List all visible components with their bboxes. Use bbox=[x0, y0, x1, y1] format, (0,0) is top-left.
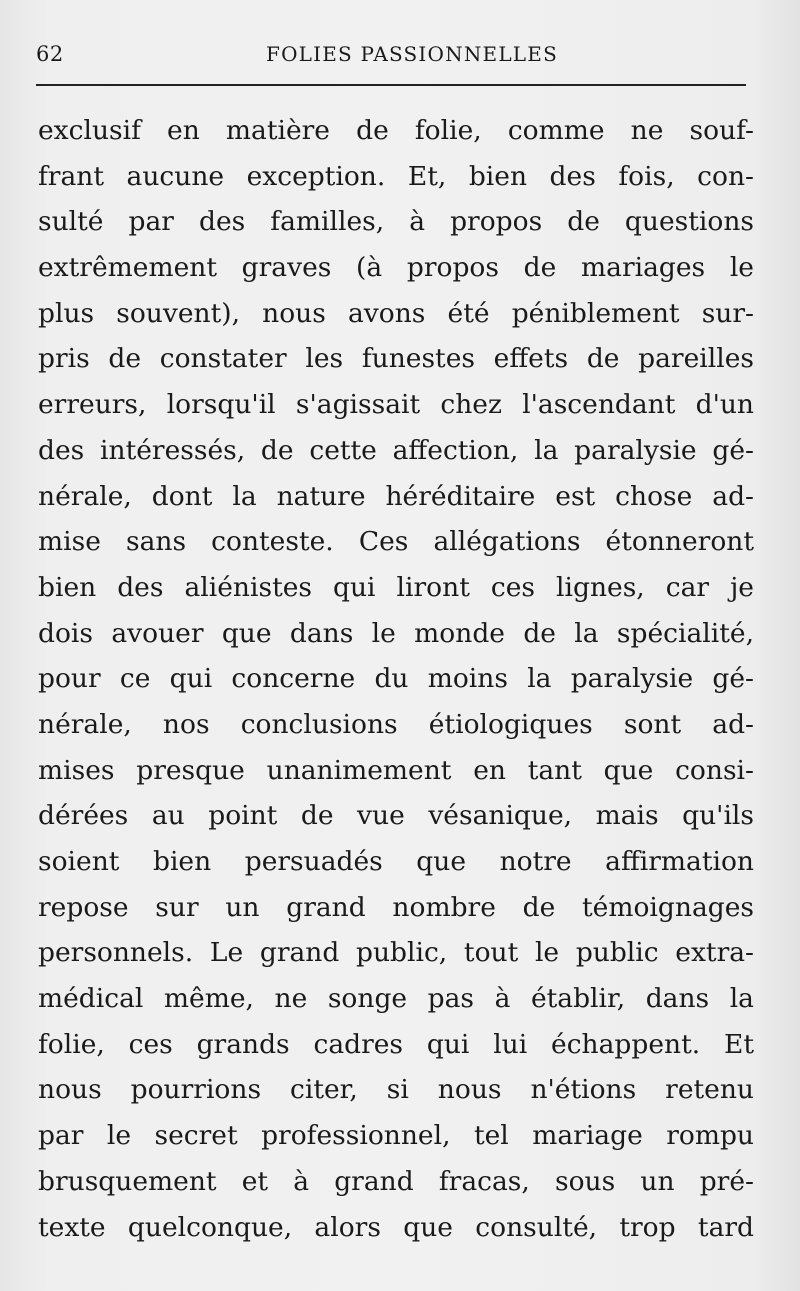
text-line: bien des aliénistes qui liront ces lignes, car je bbox=[38, 571, 754, 603]
text-line: mises presque unanimement en tant que consi- bbox=[38, 754, 754, 786]
text-line: texte quelconque, alors que consulté, trop tard bbox=[38, 1211, 754, 1243]
text-line: soient bien persuadés que notre affirmation bbox=[38, 846, 754, 877]
text-line: nérale, nos conclusions étiologiques sont ad- bbox=[38, 708, 754, 740]
text-line: repose sur un grand nombre de témoignages bbox=[38, 891, 754, 923]
text-line: pris de constater les funestes effets de pareilles bbox=[38, 343, 754, 375]
text-line: nérale, dont la nature héréditaire est chose ad- bbox=[38, 480, 754, 512]
text-line: plus souvent), nous avons été péniblement sur- bbox=[38, 297, 754, 329]
text-line: brusquement et à grand fracas, sous un pré- bbox=[38, 1165, 754, 1197]
text-line: mise sans conteste. Ces allégations étonneront bbox=[38, 526, 754, 558]
text-line: folie, ces grands cadres qui lui échappent. Et bbox=[38, 1028, 754, 1060]
text-line: personnels. Le grand public, tout le public extra- bbox=[38, 937, 754, 969]
body-text bbox=[38, 108, 754, 1250]
running-title: FOLIES PASSIONNELLES bbox=[266, 42, 558, 66]
page-number: 62 bbox=[36, 42, 64, 66]
text-line: sulté par des familles, à propos de questions bbox=[38, 206, 754, 238]
text-line: pour ce qui concerne du moins la paralysie gé- bbox=[38, 663, 754, 695]
text-line: dérées au point de vue vésanique, mais qu'ils bbox=[38, 800, 754, 832]
running-head bbox=[36, 38, 748, 72]
text-line: exclusif en matière de folie, comme ne souf- bbox=[38, 115, 754, 146]
text-line: des intéressés, de cette affection, la paralysie gé- bbox=[38, 434, 754, 466]
text-line: médical même, ne songe pas à établir, dans la bbox=[38, 983, 754, 1015]
text-line: dois avouer que dans le monde de la spécialité, bbox=[38, 617, 754, 649]
text-line: erreurs, lorsqu'il s'agissait chez l'ascendant d'un bbox=[38, 389, 754, 421]
text-line: extrêmement graves (à propos de mariages le bbox=[38, 252, 754, 284]
text-line: par le secret professionnel, tel mariage rompu bbox=[38, 1120, 754, 1152]
header-rule bbox=[36, 84, 746, 86]
text-line: nous pourrions citer, si nous n'étions retenu bbox=[38, 1074, 754, 1106]
text-line: frant aucune exception. Et, bien des fois, con- bbox=[38, 160, 754, 192]
